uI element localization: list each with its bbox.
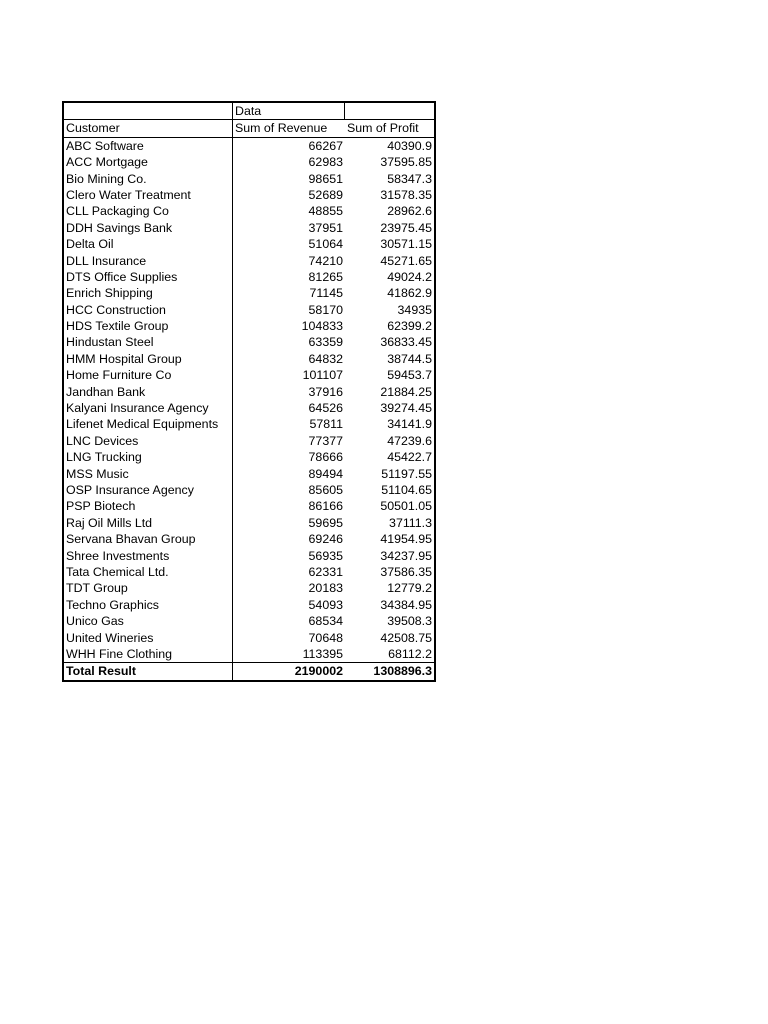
profit-cell[interactable]: 45271.65 [380, 253, 432, 268]
table-row [64, 318, 434, 334]
revenue-cell[interactable]: 71145 [309, 286, 343, 301]
revenue-cell[interactable]: 86166 [308, 499, 343, 514]
customer-cell[interactable]: Servana Bhavan Group [64, 531, 233, 547]
customer-cell[interactable]: Tata Chemical Ltd. [64, 564, 233, 580]
table-row [64, 416, 434, 432]
table-row [64, 171, 434, 187]
column-header-customer[interactable]: Customer [64, 120, 233, 136]
customer-cell[interactable]: LNC Devices [64, 433, 233, 449]
customer-cell[interactable]: TDT Group [64, 580, 233, 596]
customer-cell[interactable]: DTS Office Supplies [64, 269, 233, 285]
profit-cell[interactable]: 68112.2 [388, 646, 432, 661]
table-row [64, 646, 434, 662]
profit-cell[interactable]: 49024.2 [387, 269, 432, 284]
column-header-row [64, 120, 434, 137]
revenue-cell[interactable]: 20183 [308, 581, 343, 596]
profit-cell[interactable]: 30571.15 [380, 237, 432, 252]
customer-cell[interactable]: Clero Water Treatment [64, 187, 233, 203]
customer-cell[interactable]: DDH Savings Bank [64, 220, 233, 236]
revenue-cell[interactable]: 104833 [301, 319, 343, 334]
table-row [64, 400, 434, 416]
revenue-cell[interactable]: 64526 [308, 401, 343, 416]
revenue-cell[interactable]: 51064 [308, 237, 343, 252]
revenue-cell[interactable]: 70648 [308, 630, 343, 645]
customer-cell[interactable]: Shree Investments [64, 548, 233, 564]
profit-cell[interactable]: 58347.3 [387, 171, 432, 186]
customer-cell[interactable]: PSP Biotech [64, 498, 233, 514]
profit-cell[interactable]: 50501.05 [380, 499, 432, 514]
revenue-cell[interactable]: 89494 [308, 466, 343, 481]
table-row [64, 580, 434, 596]
profit-cell[interactable]: 23975.45 [380, 220, 432, 235]
revenue-cell[interactable]: 62331 [308, 564, 343, 579]
profit-cell[interactable]: 21884.25 [380, 384, 432, 399]
customer-cell[interactable]: Lifenet Medical Equipments [64, 416, 233, 432]
profit-cell[interactable]: 47239.6 [387, 433, 432, 448]
customer-cell[interactable]: LNG Trucking [64, 449, 233, 465]
profit-cell[interactable]: 51197.55 [381, 466, 432, 481]
profit-cell[interactable]: 40390.9 [387, 138, 432, 153]
profit-cell[interactable]: 62399.2 [387, 319, 432, 334]
profit-cell[interactable]: 37586.35 [380, 564, 432, 579]
profit-cell[interactable]: 41862.9 [387, 286, 432, 301]
revenue-cell[interactable]: 37916 [308, 384, 343, 399]
total-revenue[interactable]: 2190002 [294, 664, 343, 679]
revenue-cell[interactable]: 63359 [308, 335, 343, 350]
header-top-cell-3[interactable] [345, 103, 434, 119]
customer-cell[interactable]: United Wineries [64, 630, 233, 646]
customer-cell[interactable]: OSP Insurance Agency [64, 482, 233, 498]
table-row [64, 269, 434, 285]
revenue-cell[interactable]: 58170 [308, 302, 343, 317]
profit-cell[interactable]: 34141.9 [387, 417, 432, 432]
customer-cell[interactable]: ABC Software [64, 138, 233, 154]
revenue-cell[interactable]: 57811 [309, 417, 343, 432]
customer-cell[interactable]: Home Furniture Co [64, 367, 233, 383]
total-row [64, 662, 434, 679]
customer-cell[interactable]: Delta Oil [64, 236, 233, 252]
revenue-cell[interactable]: 101107 [302, 368, 343, 383]
customer-cell[interactable]: Bio Mining Co. [64, 171, 233, 187]
profit-cell[interactable]: 31578.35 [380, 187, 432, 202]
table-row [64, 253, 434, 269]
table-row [64, 154, 434, 170]
total-profit[interactable]: 1308896.3 [373, 664, 432, 679]
table-row [64, 449, 434, 465]
revenue-cell[interactable]: 98651 [308, 171, 343, 186]
data-field-header[interactable]: Data [233, 103, 345, 119]
column-header-revenue[interactable]: Sum of Revenue [235, 121, 328, 136]
table-row [64, 597, 434, 613]
table-row [64, 466, 434, 482]
profit-cell[interactable]: 28962.6 [387, 204, 432, 219]
column-header-profit[interactable]: Sum of Profit [347, 121, 419, 136]
revenue-cell[interactable]: 37951 [308, 220, 343, 235]
table-row [64, 630, 434, 646]
profit-cell[interactable]: 36833.45 [380, 335, 432, 350]
customer-cell[interactable]: HMM Hospital Group [64, 351, 233, 367]
customer-cell[interactable]: DLL Insurance [64, 253, 233, 269]
profit-cell[interactable]: 45422.7 [387, 450, 432, 465]
profit-cell[interactable]: 37111.3 [389, 515, 432, 530]
table-row [64, 334, 434, 350]
table-row [64, 220, 434, 236]
customer-cell[interactable]: Techno Graphics [64, 597, 233, 613]
profit-cell[interactable]: 34384.95 [380, 597, 432, 612]
table-body [64, 138, 434, 663]
revenue-cell[interactable]: 69246 [308, 532, 343, 547]
profit-cell[interactable]: 34237.95 [380, 548, 432, 563]
table-row [64, 613, 434, 629]
total-label[interactable]: Total Result [64, 663, 233, 679]
customer-cell[interactable]: Kalyani Insurance Agency [64, 400, 233, 416]
table-row [64, 351, 434, 367]
profit-cell[interactable]: 12779.2 [387, 581, 432, 596]
revenue-cell[interactable]: 54093 [308, 597, 343, 612]
pivot-header-top [64, 103, 434, 120]
customer-cell[interactable]: HDS Textile Group [64, 318, 233, 334]
revenue-cell[interactable]: 62983 [308, 155, 343, 170]
table-row [64, 203, 434, 219]
profit-cell[interactable]: 42508.75 [380, 630, 432, 645]
revenue-cell[interactable]: 113395 [302, 646, 343, 661]
profit-cell[interactable]: 38744.5 [387, 351, 432, 366]
table-row [64, 187, 434, 203]
table-row [64, 236, 434, 252]
table-row [64, 482, 434, 498]
profit-cell[interactable]: 37595.85 [380, 155, 432, 170]
table-row [64, 138, 434, 154]
customer-cell[interactable]: MSS Music [64, 466, 233, 482]
customer-cell[interactable]: Jandhan Bank [64, 384, 233, 400]
revenue-cell[interactable]: 52689 [308, 187, 343, 202]
customer-cell[interactable]: CLL Packaging Co [64, 203, 233, 219]
table-row [64, 384, 434, 400]
profit-cell[interactable]: 51104.65 [381, 482, 432, 497]
revenue-cell[interactable]: 48855 [308, 204, 343, 219]
revenue-cell[interactable]: 59695 [308, 515, 343, 530]
table-row [64, 498, 434, 514]
table-row [64, 433, 434, 449]
table-row [64, 302, 434, 318]
revenue-cell[interactable]: 74210 [308, 253, 343, 268]
profit-cell[interactable]: 39508.3 [387, 614, 432, 629]
revenue-cell[interactable]: 56935 [308, 548, 343, 563]
revenue-cell[interactable]: 81265 [308, 269, 343, 284]
customer-cell[interactable]: Hindustan Steel [64, 334, 233, 350]
profit-cell[interactable]: 39274.45 [380, 401, 432, 416]
customer-cell[interactable]: WHH Fine Clothing [64, 646, 233, 662]
customer-cell[interactable]: Enrich Shipping [64, 285, 233, 301]
table-row [64, 564, 434, 580]
customer-cell[interactable]: ACC Mortgage [64, 154, 233, 170]
revenue-cell[interactable]: 66267 [308, 138, 343, 153]
profit-cell[interactable]: 34935 [397, 302, 432, 317]
table-row [64, 285, 434, 301]
revenue-cell[interactable]: 77377 [308, 433, 343, 448]
revenue-cell[interactable]: 78666 [308, 450, 343, 465]
table-row [64, 515, 434, 531]
header-top-cell-1[interactable] [64, 103, 233, 119]
customer-cell[interactable]: Raj Oil Mills Ltd [64, 515, 233, 531]
revenue-cell[interactable]: 64832 [308, 351, 343, 366]
customer-cell[interactable]: HCC Construction [64, 302, 233, 318]
table-row [64, 548, 434, 564]
revenue-cell[interactable]: 68534 [308, 614, 343, 629]
table-row [64, 531, 434, 547]
customer-cell[interactable]: Unico Gas [64, 613, 233, 629]
table-row [64, 367, 434, 383]
pivot-table [62, 101, 436, 682]
profit-cell[interactable]: 41954.95 [380, 532, 432, 547]
profit-cell[interactable]: 59453.7 [387, 368, 432, 383]
revenue-cell[interactable]: 85605 [308, 482, 343, 497]
